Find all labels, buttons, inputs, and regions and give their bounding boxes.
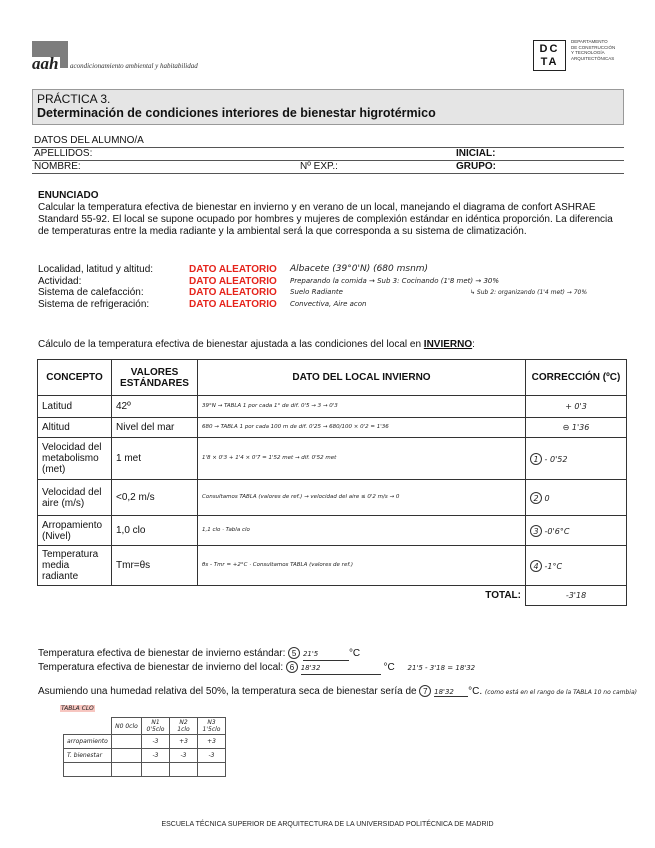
statement-heading: ENUNCIADO	[38, 190, 99, 201]
total-row: TOTAL: -3'18	[38, 586, 627, 606]
humidity-line: Asumiendo una humedad relativa del 50%, la temperatura seca de bienestar sería de 7 18'32 °C. (como está en el rango de la TABLA 10 no cambia)	[38, 686, 637, 697]
clo-table: N0 0clo N1 0'5clo N2 1clo N3 1'5clo arropamiento -3 +3 +3 T. bienestar -3 -3 -3	[63, 717, 226, 777]
practice-number: PRÁCTICA 3.	[37, 92, 111, 106]
header-dato-local: DATO DEL LOCAL INVIERNO	[198, 360, 526, 396]
table-row: Velocidad del aire (m/s) <0,2 m/s Consultamos TABLA (valores de ref.) → velocidad del aire ≤ 0'2 m/s → 0 2 0	[38, 480, 627, 516]
dept-logo: DC TA	[533, 40, 566, 71]
apellidos-label: APELLIDOS:	[34, 148, 93, 159]
logo-text: aah	[32, 54, 59, 73]
header-valores: VALORES ESTÁNDARES	[112, 360, 198, 396]
student-data	[32, 135, 624, 174]
header-correccion: CORRECCIÓN (ºC)	[526, 360, 627, 396]
inicial-label: INICIAL:	[456, 148, 496, 159]
circle-number: 1	[530, 453, 542, 465]
handwritten-extra: ↳ Sub 2: organizando (1'4 met) → 70%	[470, 289, 588, 296]
exp-label: Nº EXP.:	[300, 161, 338, 172]
practice-title-box	[32, 89, 624, 125]
result-local: Temperatura efectiva de bienestar de invierno del local: 6 18'32 °C 21'5 - 3'18 = 18'32	[38, 662, 476, 673]
table-row: Temperatura media radiante Tmr=θs θs - Tmr = +2°C · Consultamos TABLA (valores de ref.) 4 -1°C	[38, 546, 627, 586]
circle-number: 4	[530, 560, 542, 572]
circle-number: 2	[530, 492, 542, 504]
table-row: Latitud 42º 39°N → TABLA 1 por cada 1° de dif. 0'5 → 3 → 0'3 + 0'3	[38, 396, 627, 418]
calc-title: Cálculo de la temperatura efectiva de bienestar ajustada a las condiciones del local en INVIERNO:	[38, 339, 475, 350]
random-data-labels: DATO ALEATORIO DATO ALEATORIO DATO ALEATORIO DATO ALEATORIO	[189, 264, 277, 310]
results	[38, 647, 475, 675]
apellidos-row	[32, 148, 624, 161]
table-row: Arropamiento (Nivel) 1,0 clo 1,1 clo · Tabla clo 3 -0'6°C	[38, 516, 627, 546]
practice-title: Determinación de condiciones interiores de bienestar higrotérmico	[37, 106, 436, 120]
logo-subtitle: acondicionamiento ambiental y habitabilidad	[70, 62, 198, 70]
correction-table	[37, 359, 627, 606]
property-labels: Localidad, latitud y altitud: Actividad: Sistema de calefacción: Sistema de refrigeración:	[38, 264, 154, 310]
nombre-label: NOMBRE:	[34, 161, 81, 172]
student-heading-row: DATOS DEL ALUMNO/A	[32, 135, 624, 148]
statement-text: Calcular la temperatura efectiva de bienestar en invierno y en verano de un local, manejando el diagrama de confort ASHRAE Standard 55-92. El local se supone ocupado por hombres y mujeres de complexión estándar en idéntica proporción. La diferencia de temperaturas entre la media radiante y la ambiental será la que corresponda a su sistema de climatización.	[38, 202, 613, 237]
dept-name: DEPARTAMENTO DE CONSTRUCCIÓN Y TECNOLOGÍA ARQUITECTÓNICAS	[571, 39, 616, 61]
statement	[38, 190, 618, 238]
small-table-label: TABLA CLO	[61, 705, 94, 712]
table-row: Velocidad del metabolismo (met) 1 met 1'8 × 0'3 + 1'4 × 0'7 = 1'52 met → dif. 0'52 met 1 - 0'52	[38, 438, 627, 480]
handwritten-properties: Albacete (39°0'N) (680 msnm) Preparando la comida → Sub 3: Cocinando (1'8 met) → 30% Suelo Radiante Convectiva, Aire acon	[290, 264, 500, 308]
table-row: Altitud Nivel del mar 680 → TABLA 1 por cada 100 m de dif. 0'25 → 680/100 × 0'2 = 1'36 ⊖ 1'36	[38, 418, 627, 438]
circle-number: 3	[530, 525, 542, 537]
header-concepto: CONCEPTO	[38, 360, 112, 396]
footer: ESCUELA TÉCNICA SUPERIOR DE ARQUITECTURA DE LA UNIVERSIDAD POLITÉCNICA DE MADRID	[161, 821, 494, 828]
result-standard: Temperatura efectiva de bienestar de invierno estándar: 5 21'5 °C	[38, 648, 361, 659]
nombre-row	[32, 161, 624, 174]
grupo-label: GRUPO:	[456, 161, 496, 172]
